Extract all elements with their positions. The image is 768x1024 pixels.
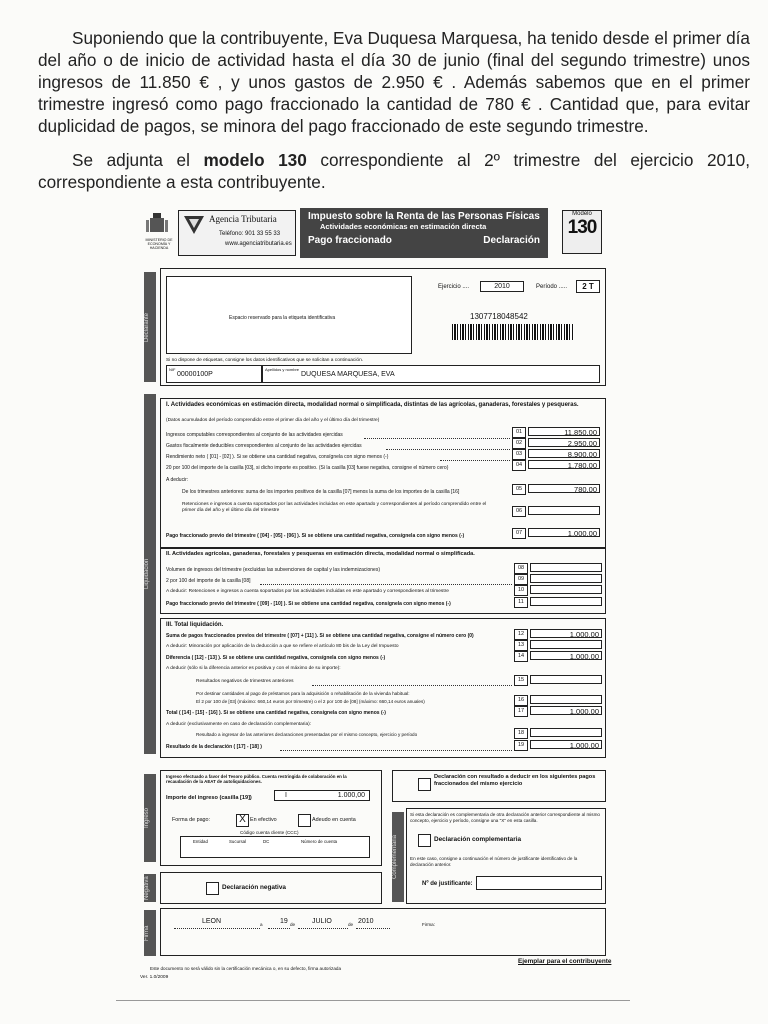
justificante-label: Nº de justificante:	[422, 881, 473, 887]
firma-de-label-1: de	[290, 922, 296, 927]
firma-year[interactable]: 2010	[358, 918, 374, 925]
row-09-value[interactable]	[530, 574, 602, 583]
modelo-box	[562, 210, 602, 254]
row-05-value[interactable]: 780,00	[528, 484, 600, 493]
row-06-value[interactable]	[528, 506, 600, 515]
coat-of-arms-icon	[146, 212, 168, 236]
ccc-dc: DC	[263, 839, 270, 844]
row-08-number: 08	[514, 563, 528, 574]
row-11-value[interactable]	[530, 597, 602, 606]
nif-value: 00000100P	[177, 371, 213, 378]
row-01-number: 01	[512, 427, 526, 438]
form-title: Impuesto sobre la Renta de las Personas Físicas	[308, 211, 540, 222]
agency-phone: Teléfono: 901 33 55 33	[219, 231, 281, 237]
a-deducir-label: A deducir:	[166, 477, 189, 483]
row-08-label: Volumen de ingresos del trimestre (excluidas las subvenciones de capital y las indemnizaciones)	[166, 567, 380, 573]
row-19-label: Resultado de la declaración ( [17] - [18] )	[166, 744, 262, 750]
ejemplar-label: Ejemplar para el contribuyente	[518, 958, 612, 965]
complementaria-note: Si esta declaración es complementaria de otra declaración anterior correspondiente al mismo concepto, ejercicio y período, consigne una "X" en esta casilla.	[410, 812, 600, 823]
firma-a-label: a	[260, 922, 263, 927]
row-01-value[interactable]: 11.850,00	[528, 427, 600, 436]
row-18-number: 18	[514, 728, 528, 739]
footer-note: Este documento no será válido sin la certificación mecánica o, en su defecto, firma autorizada	[150, 966, 341, 971]
sidebar-ingreso: Ingreso	[144, 774, 156, 862]
row-01-label: Ingresos computables correspondientes al conjunto de las actividades ejercidas	[166, 432, 343, 438]
ministry-block	[142, 212, 172, 260]
modelo-number: 130	[567, 217, 597, 238]
firma-day[interactable]: 19	[280, 918, 288, 925]
ccc-field[interactable]	[180, 836, 370, 858]
form-subtitle: Actividades económicas en estimación directa	[320, 222, 487, 231]
importe-field[interactable]	[274, 790, 370, 801]
row-05-number: 05	[512, 484, 526, 495]
importe-label: Importe del ingreso (casilla [19])	[166, 795, 252, 801]
row-06-label: Retenciones e ingresos a cuenta soportados por las actividades incluidas en este apartado y correspondientes al período comprendido entre el primer día del año y el último día del trimestre	[182, 502, 487, 513]
barcode-number: 1307718048542	[470, 312, 528, 321]
row-16-intro: Por destinar cantidades al pago de préstamos para la adquisición o rehabilitación de la vivienda habitual:	[196, 691, 410, 696]
row-07-value[interactable]: 1.000,00	[528, 528, 600, 537]
modelo-label: Modelo	[572, 211, 592, 217]
row-14-number: 14	[514, 651, 528, 662]
row-02-label: Gastos fiscalmente deducibles correspondientes al conjunto de las actividades ejercidas	[166, 443, 362, 449]
adeudo-label: Adeudo en cuenta	[312, 817, 356, 823]
row-11-label: Pago fraccionado previo del trimestre ( [09] - [10] ). Si se obtiene una cantidad negativa, consígnela con signo menos (-)	[166, 601, 451, 607]
row-15-number: 15	[514, 675, 528, 686]
row-17-label: Total ( [14] - [15] - [16] ). Si se obtiene una cantidad negativa, consígnela con signo menos (-)	[166, 710, 386, 716]
firma-city[interactable]: LEON	[202, 918, 222, 925]
nif-field[interactable]	[166, 365, 262, 383]
row-04-label: 20 por 100 del importe de la casilla [03], si dicho importe es positivo. (Si la casilla [03] fuese negativa, consigne el número cero)	[166, 465, 449, 471]
row-03-label: Rendimiento neto ( [01] - [02] ). Si se obtiene una cantidad negativa, consígnela con signo menos (-)	[166, 454, 389, 460]
ejercicio-field[interactable]: 2010	[480, 281, 524, 292]
intro-paragraph-2	[38, 149, 750, 193]
firma-section	[160, 908, 606, 956]
pago-fraccionado-label: Pago fraccionado	[308, 235, 392, 246]
row-12-number: 12	[514, 629, 528, 640]
row-04-value[interactable]: 1.780,00	[528, 460, 600, 469]
intro-text: correspondiente al 2º trimestre del ejercicio 2010, correspondiente a esta contribuyente.	[38, 150, 750, 193]
sidebar-declarante: Declarante	[144, 272, 156, 382]
ccc-label: Código cuenta cliente (CCC)	[240, 830, 299, 835]
row-09-number: 09	[514, 574, 528, 585]
row-02-number: 02	[512, 438, 526, 449]
negativa-label: Declaración negativa	[222, 884, 286, 891]
row-10-label: A deducir: Retenciones e ingresos a cuenta soportados por las actividades incluidas en este apartado y correspondientes al trimestre	[166, 589, 449, 594]
row-08-value[interactable]	[530, 563, 602, 572]
deducir-siguientes-label: Declaración con resultado a deducir en los siguientes pagos fraccionados del mismo ejercicio	[434, 774, 596, 787]
declaracion-label: Declaración	[483, 235, 540, 246]
row-07-number: 07	[512, 528, 526, 539]
row-12-value[interactable]: 1.000,00	[530, 629, 602, 638]
row-13-label: A deducir: Minoración por aplicación de la deducción a que se refiere el artículo 80 bis de la Ley del Impuesto	[166, 644, 399, 649]
firma-label: Firma:	[422, 922, 436, 927]
row-15-label: Resultados negativos de trimestres anteriores	[196, 679, 294, 684]
row-03-value[interactable]: 8.900,00	[528, 449, 600, 458]
negativa-checkbox[interactable]	[206, 882, 219, 895]
section-3-title: III. Total liquidación.	[166, 622, 224, 628]
section-3	[160, 618, 606, 758]
row-18-intro: A deducir (exclusivamente en caso de declaración complementaria):	[166, 722, 312, 727]
section-2-title: II. Actividades agrícolas, ganaderas, forestales y pesqueras en estimación directa, modalidad normal o simplificada.	[166, 551, 475, 557]
firma-month[interactable]: JULIO	[312, 918, 332, 925]
importe-value: 1.000,00	[337, 792, 365, 799]
row-12-label: Suma de pagos fraccionados previos del trimestre ( [07] + [11] ). Si se obtiene una cantidad negativa, consigne el número cero (0)	[166, 633, 474, 639]
ccc-entidad: Entidad	[193, 839, 208, 844]
efectivo-label: En efectivo	[250, 817, 277, 823]
ministry-name: MINISTERIO DE ECONOMÍA Y HACIENDA	[145, 238, 173, 250]
sin-etiquetas-note: Si no dispone de etiquetas, consigne los datos identificativos que se solicitan a continuación.	[166, 358, 364, 363]
agency-logo-icon	[182, 214, 206, 236]
section-1-title: I. Actividades económicas en estimación directa, modalidad normal o simplificada, distintas de las agrícolas, ganaderas, forestales y pesqueras.	[166, 402, 579, 408]
nif-label: NIF	[169, 367, 176, 372]
nombre-field[interactable]	[262, 365, 600, 383]
row-13-value[interactable]	[530, 640, 602, 649]
row-16-value[interactable]	[530, 695, 602, 704]
modelo-130-form	[140, 208, 618, 978]
sidebar-liquidacion: Liquidación	[144, 394, 156, 754]
periodo-field[interactable]: 2 T	[576, 280, 600, 293]
form-title-block	[300, 208, 548, 258]
row-19-number: 19	[514, 740, 528, 751]
sidebar-negativa: Negativa	[144, 874, 156, 902]
row-02-value[interactable]: 2.950,00	[528, 438, 600, 447]
row-06-number: 06	[512, 506, 526, 517]
intro-text: Se adjunta el	[72, 150, 204, 171]
periodo-label: Período .....	[536, 284, 568, 290]
page-bottom-rule	[116, 1000, 630, 1001]
row-03-number: 03	[512, 449, 526, 460]
agency-name: Agencia Tributaria	[209, 214, 277, 224]
row-13-number: 13	[514, 640, 528, 651]
row-18-label: Resultado a ingresar de las anteriores declaraciones presentadas por el mismo concepto, ejercicio y período	[196, 732, 418, 737]
ejercicio-label: Ejercicio ....	[438, 284, 470, 290]
sidebar-firma: Firma	[144, 910, 156, 956]
row-18-value[interactable]	[530, 728, 602, 737]
adeudo-checkbox[interactable]	[298, 814, 311, 827]
row-19-value[interactable]: 1.000,00	[530, 740, 602, 749]
row-05-label: De los trimestres anteriores: suma de los importes positivos de la casilla [07] menos la suma de los importes de la casilla [16]	[182, 489, 460, 495]
row-14-label: Diferencia ( [12] - [13] ). Si se obtiene una cantidad negativa, consígnela con signo menos (-)	[166, 655, 386, 661]
row-07-label: Pago fraccionado previo del trimestre ( [04] - [05] - [06] ). Si se obtiene una cantidad negativa, consígnela con signo menos (-)	[166, 533, 465, 539]
complementaria-checkbox[interactable]	[418, 834, 431, 847]
label-space	[166, 276, 412, 354]
agency-web: www.agenciatributaria.es	[225, 241, 292, 247]
row-15-value[interactable]	[530, 675, 602, 684]
nombre-value: DUQUESA MARQUESA, EVA	[301, 371, 395, 378]
deducir-siguientes-checkbox[interactable]	[418, 778, 431, 791]
ingreso-note: Ingreso efectuado a favor del Tesoro público. Cuenta restringida de colaboración en la recaudación de la AEAT de autoliquidaciones.	[166, 774, 347, 784]
nombre-label: Apellidos y nombre	[265, 367, 300, 372]
row-09-label: 2 por 100 del importe de la casilla [08]	[166, 578, 251, 584]
row-04-number: 04	[512, 460, 526, 471]
section-1-subtitle: (Datos acumulados del período comprendido entre el primer día del año y el último día del trimestre)	[166, 418, 380, 423]
efectivo-checkbox[interactable]: X	[236, 814, 249, 827]
row-14-value[interactable]: 1.000,00	[530, 651, 602, 660]
version-label: Ver. 1.0/2009	[140, 975, 169, 980]
row-16-label: El 2 por 100 de [03] (máximo: 660,14 euros por trimestre) o el 2 por 100 de [08] (máximo: 660,14 euros anuales)	[196, 699, 425, 704]
agency-block	[178, 210, 296, 256]
row-10-value[interactable]	[530, 585, 602, 594]
justificante-field[interactable]	[476, 876, 602, 890]
row-17-number: 17	[514, 706, 528, 717]
ccc-sucursal: Sucursal	[229, 839, 247, 844]
modelo-130-mention: modelo 130	[203, 150, 307, 171]
justificante-note: En este caso, consigne a continuación el número de justificante identificativo de la declaración anterior.	[410, 856, 578, 867]
complementaria-label: Declaración complementaria	[434, 836, 522, 843]
intro-paragraph-1: Suponiendo que la contribuyente, Eva Duquesa Marquesa, ha tenido desde el primer día del año o de inicio de actividad hasta el día 30 de junio (final del segundo trimestre) unos ingresos de 11.850 € , y unos gastos de 2.950 € . Además sabemos que en el primer trimestre ingresó como pago fraccionado la cantidad de 780 € . Cantidad que, para evitar duplicidad de pagos, se minora del pago fraccionado de este segundo trimestre.	[38, 28, 750, 137]
label-space-text: Espacio reservado para la etiqueta identificativa	[229, 315, 336, 321]
firma-de-label-2: de	[348, 922, 354, 927]
ccc-numero: Número de cuenta	[301, 839, 338, 844]
barcode	[452, 324, 574, 340]
row-10-number: 10	[514, 585, 528, 596]
row-11-number: 11	[514, 597, 528, 608]
row-16-number: 16	[514, 695, 528, 706]
sidebar-complementaria: Complementaria	[392, 812, 404, 902]
importe-prefix: I	[285, 792, 287, 799]
row-15-intro: A deducir (sólo si la diferencia anterior es positiva y con el máximo de su importe):	[166, 666, 341, 671]
row-17-value[interactable]: 1.000,00	[530, 706, 602, 715]
forma-pago-label: Forma de pago:	[172, 817, 211, 823]
